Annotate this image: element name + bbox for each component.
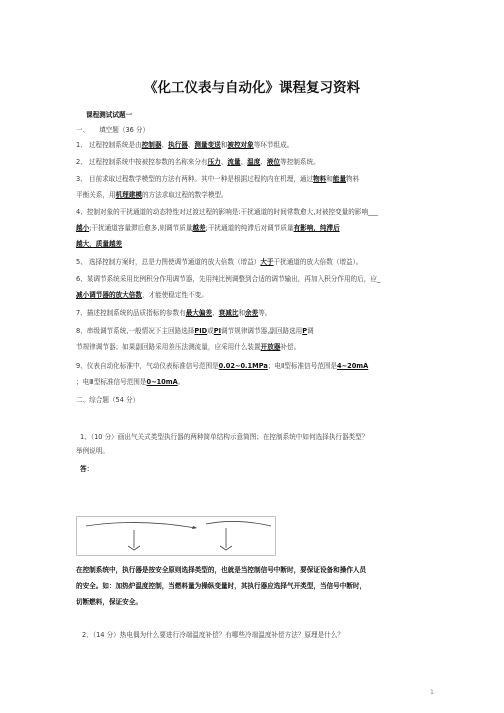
question-3-line-2: 平衡关系，用机理建模的方法求取过程的数学模型。 (76, 191, 228, 199)
diagram-curve-left (86, 522, 196, 528)
question-8-line-1: 8、串级调节系统,一般情况下主回路选择PID或PI调节规律调节器,副回路选用P调 (76, 327, 314, 335)
subtitle: 课程测试试题一 (86, 111, 133, 119)
section-fill-in: 一、 填空题（36 分） (76, 126, 150, 134)
answer-label: 答： (80, 465, 94, 473)
question-9-line-2: ；电Ⅲ型标准信号范围是0~10mA。 (76, 378, 185, 386)
comprehensive-question-1-line-2: 举例说明。 (76, 447, 109, 455)
question-7: 7、描述控制系统的品质指标的参数有最大偏差、衰减比和余差等。 (76, 309, 272, 317)
comprehensive-question-1-line-1: 1、（10 分）画出气关式类型执行器的两种简单结构示意简图；在控制系统中如何选择执行器类型？ (80, 433, 369, 441)
question-8-line-2: 节规律调节器；如果副回路采用差压法测流量，应采用什么装置开放器补偿。 (76, 343, 301, 351)
question-4-line-3: 越大，质量越差 (76, 240, 123, 248)
question-6-line-1: 6、某调节系统采用比例积分作用调节器，先用纯比例调整到合适的调节输出，再加入积分作用的后，应_ (76, 275, 381, 283)
page-number: 1 (429, 688, 434, 696)
question-6-line-2: 减小调节器的放大倍数，才能使稳定性不变。 (76, 291, 208, 299)
actuator-diagram (76, 516, 276, 556)
answer-line-2: 的安全。如：加热炉温度控制，当燃料量为操纵变量时，其执行器应选择气开类型，当信号中断时， (76, 582, 367, 590)
section-comprehensive: 二、综合题（54 分） (76, 396, 140, 404)
answer-line-3: 切断燃料，保证安全。 (76, 598, 142, 606)
question-1: 1、 过程控制系统是由控制器、执行器、测量变送和被控对象等环节组成。 (76, 141, 294, 149)
answer-line-1: 在控制系统中，执行器是按安全原则选择类型的，也就是当控制信号中断时，要保证设备和操作人员 (76, 566, 367, 574)
question-2: 2、 过程控制系统中按被控参数的名称来分有压力、流量、温度、液位等控制系统。 (76, 158, 320, 166)
diagram-curve-right (206, 521, 271, 526)
question-9-line-1: 9、仪表自动化标准中，气动仪表标准信号范围是0.02~0.1MPa；电Ⅱ型标准信号范围是4~20mA (76, 362, 369, 370)
question-4-line-1: 4、控制对象的干扰通道的动态特性对过渡过程的影响是:干扰通道的时间常数愈大,对被控变量的影响___ (76, 208, 378, 216)
comprehensive-question-2: 2、（14 分）热电偶为什么要进行冷端温度补偿？有哪些冷端温度补偿方法？原理是什么？ (82, 631, 344, 639)
document-title: 《化工仪表与自动化》课程复习资料 (144, 80, 360, 96)
question-3-line-1: 3、 目前求取过程数学模型的方法有两种。其中一种是根据过程的内在机理，通过物料和能量物料 (76, 175, 360, 183)
question-5: 5、 选择控制方案时，总是力图使调节通道的放大倍数（增益）大于干扰通道的放大倍数（增益）。 (76, 258, 363, 266)
question-4-line-2: 越小;干扰通道容量滞后愈多,则调节质量越差;干扰通道的纯滞后对调节质量有影响，纯滞后 (76, 224, 340, 232)
diagram-arrow-left (192, 526, 197, 529)
